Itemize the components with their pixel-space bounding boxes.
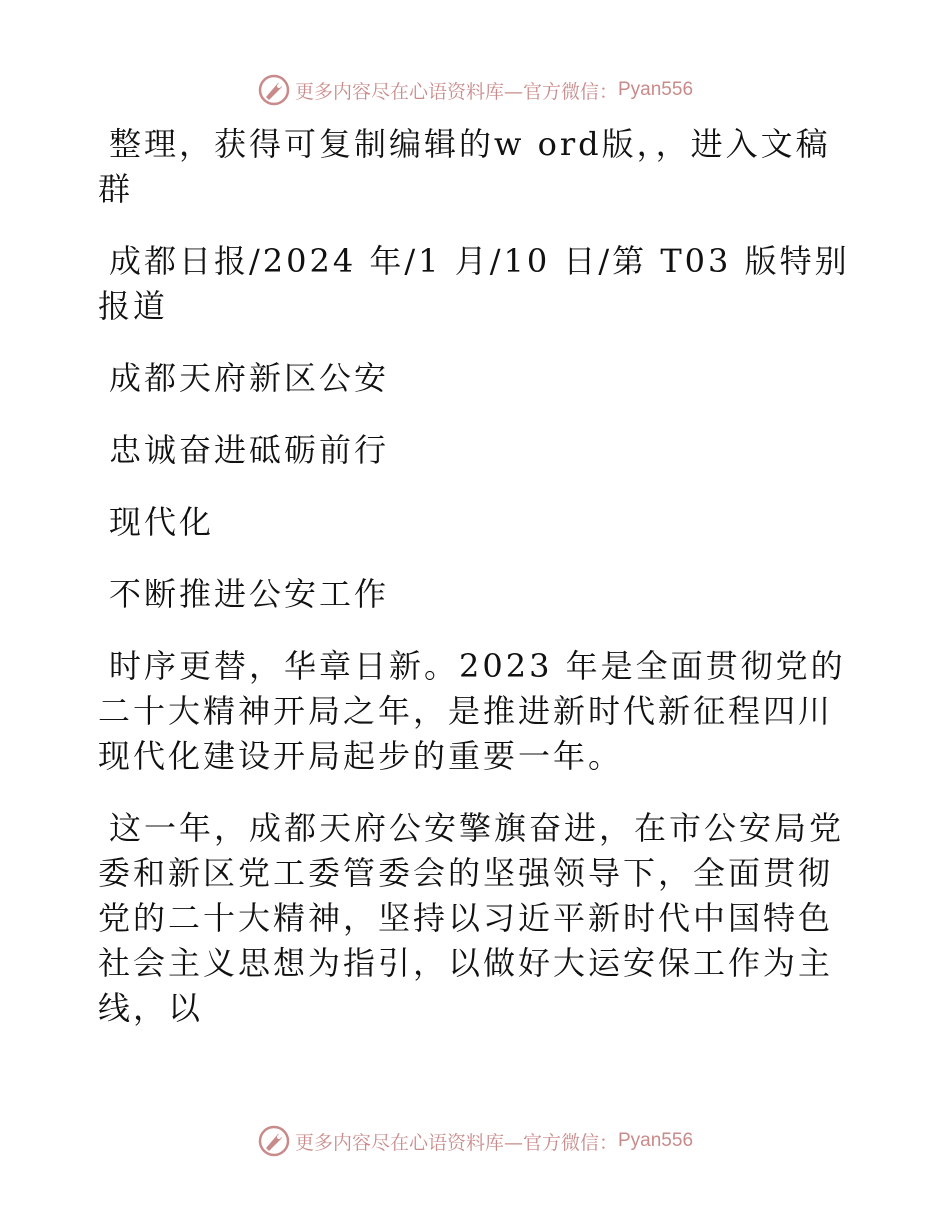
paragraph-7: 时序更替，华章日新。2023 年是全面贯彻党的二十大精神开局之年，是推进新时代新征程四川现代化建设开局起步的重要一年。: [98, 647, 846, 775]
paragraph-4: 忠诚奋进砥砺前行: [109, 431, 390, 469]
watermark-id: Pyan556: [618, 1130, 694, 1151]
paragraph-8: 这一年，成都天府公安擎旗奋进，在市公安局党委和新区党工委管委会的坚强领导下，全面贯彻党的二十大精神，坚持以习近平新时代中国特色社会主义思想为指引，以做好大运安保工作为主线，以: [98, 809, 845, 1027]
watermark-id: Pyan556: [618, 79, 694, 100]
paragraph-1: 整理，获得可复制编辑的w ord版，，进入文稿群: [98, 125, 831, 208]
footer-watermark: [0, 1123, 950, 1159]
paragraph-5: 现代化: [109, 503, 215, 541]
header-watermark: [0, 72, 950, 108]
document-body: [98, 122, 850, 1058]
paragraph-3: 成都天府新区公安: [109, 359, 390, 397]
watermark-text: 更多内容尽在心语资料库—官方微信：: [294, 1131, 618, 1154]
pen-nib-logo-icon: [257, 73, 291, 107]
paragraph-6: 不断推进公安工作: [109, 575, 390, 613]
watermark-text: 更多内容尽在心语资料库—官方微信：: [294, 80, 618, 103]
paragraph-2: 成都日报/2024 年/1 月/10 日/第 T03 版特别报道: [98, 242, 850, 325]
pen-nib-logo-icon: [257, 1124, 291, 1158]
